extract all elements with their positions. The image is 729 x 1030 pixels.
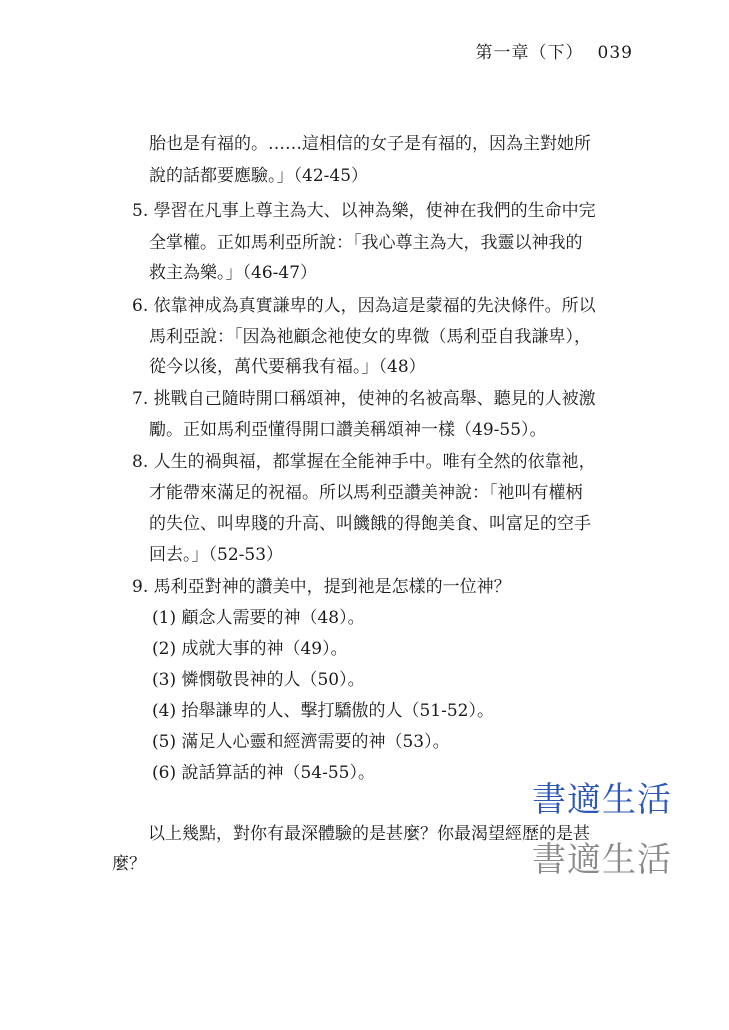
watermark-blue: 書適生活 [532, 780, 672, 820]
text-line: 救主為樂。」（46-47） [149, 263, 318, 283]
text-line: 的失位、叫卑賤的升高、叫饑餓的得飽美食、叫富足的空手 [149, 514, 591, 534]
reflection-question: 以上幾點，對你有最深體驗的是甚麼？你最渴望經歷的是甚 [148, 824, 590, 844]
list-item-6: 6. 依靠神成為真實謙卑的人，因為這是蒙福的先決條件。所以 [132, 296, 596, 316]
page-number: 039 [597, 43, 633, 63]
text-line: 回去。」（52-53） [149, 545, 284, 565]
list-item-9: 9. 馬利亞對神的讚美中，提到祂是怎樣的一位神？ [132, 577, 511, 597]
sub-item-4: (4) 抬舉謙卑的人、擊打驕傲的人（51-52）。 [152, 701, 494, 721]
sub-item-1: (1) 顧念人需要的神（48）。 [152, 608, 365, 628]
sub-item-5: (5) 滿足人心靈和經濟需要的神（53）。 [152, 732, 450, 752]
text-line: 胎也是有福的。……這相信的女子是有福的，因為主對她所 [149, 134, 591, 154]
chapter-title: 第一章（下） [475, 43, 584, 63]
watermark-gray: 書適生活 [532, 840, 672, 880]
running-header [476, 38, 633, 63]
text-line: 麼？ [112, 854, 146, 874]
text-line: 從今以後，萬代要稱我有福。」（48） [149, 357, 426, 377]
text-line: 說的話都要應驗。」（42-45） [149, 166, 369, 186]
list-item-5: 5. 學習在凡事上尊主為大、以神為樂，使神在我們的生命中完 [132, 201, 596, 221]
list-item-8: 8. 人生的禍與福，都掌握在全能神手中。唯有全然的依靠祂， [132, 452, 596, 472]
sub-item-6: (6) 說話算話的神（54-55）。 [152, 763, 375, 783]
text-line: 才能帶來滿足的祝福。所以馬利亞讚美神說：「祂叫有權柄 [149, 483, 583, 503]
text-line: 勵。正如馬利亞懂得開口讚美稱頌神一樣（49-55）。 [149, 420, 547, 440]
sub-item-2: (2) 成就大事的神（49）。 [152, 639, 348, 659]
text-line: 馬利亞說：「因為祂顧念祂使女的卑微（馬利亞自我謙卑）， [149, 327, 591, 347]
text-line: 全掌權。正如馬利亞所說：「我心尊主為大，我靈以神我的 [149, 233, 583, 253]
list-item-7: 7. 挑戰自己隨時開口稱頌神，使神的名被高舉、聽見的人被激 [132, 389, 596, 409]
sub-item-3: (3) 憐憫敬畏神的人（50）。 [152, 670, 365, 690]
